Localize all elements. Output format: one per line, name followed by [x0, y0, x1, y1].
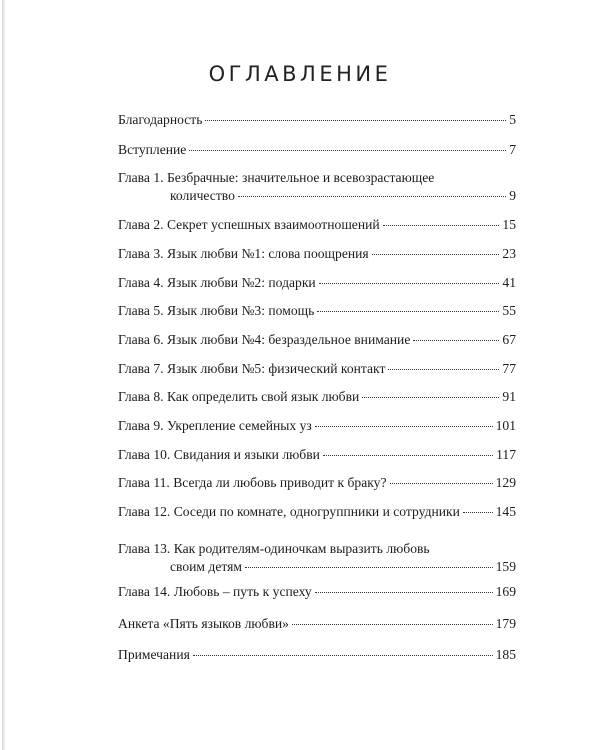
dot-leader: [317, 311, 499, 312]
dot-leader: [383, 225, 500, 226]
toc-entry: [118, 446, 516, 464]
toc-entry: [118, 302, 516, 320]
entry-title: Любовь – путь к успеху: [173, 584, 312, 599]
entry-title: Всегда ли любовь приводит к браку?: [173, 475, 387, 490]
chapter-prefix: Глава 13.: [118, 541, 171, 556]
chapter-prefix: Глава 1.: [118, 170, 164, 185]
page-edge: [2, 0, 5, 750]
toc-entry: [118, 360, 516, 378]
page-number: 55: [502, 303, 516, 318]
dot-leader: [189, 150, 506, 151]
page-number: 67: [502, 332, 516, 347]
page-number: 117: [496, 447, 516, 462]
dot-leader: [390, 483, 493, 484]
dot-leader: [238, 196, 506, 197]
chapter-prefix: Глава 3.: [118, 246, 164, 261]
page-number: 185: [495, 647, 516, 662]
entry-title: Секрет успешных взаимоотношений: [166, 217, 380, 232]
dot-leader: [413, 340, 499, 341]
entry-title: Как родителям-одиночкам выразить любовь: [173, 541, 430, 556]
dot-leader: [315, 426, 493, 427]
dot-leader: [245, 567, 493, 568]
chapter-prefix: Глава 10.: [118, 447, 171, 462]
page-number: 23: [502, 246, 516, 261]
page-number: 91: [502, 389, 516, 404]
entry-title: Язык любви №5: физический контакт: [166, 361, 386, 376]
toc-entry: [118, 169, 516, 205]
entry-title: Язык любви №4: безраздельное внимание: [166, 332, 411, 347]
toc-entry: [118, 540, 516, 576]
toc-entry: [118, 583, 516, 601]
chapter-prefix: Глава 12.: [118, 504, 171, 519]
dot-leader: [319, 283, 500, 284]
chapter-prefix: Глава 2.: [118, 217, 164, 232]
entry-title: Язык любви №2: подарки: [166, 275, 316, 290]
toc-entry: [118, 331, 516, 349]
page-number: 101: [495, 418, 516, 433]
chapter-prefix: Глава 9.: [118, 418, 164, 433]
dot-leader: [463, 512, 493, 513]
dot-leader: [205, 120, 506, 121]
entry-title: Анкета «Пять языков любви»: [118, 616, 289, 631]
entry-title: Язык любви №1: слова поощрения: [166, 246, 369, 261]
toc-entry: [118, 388, 516, 406]
page-number: 159: [495, 559, 516, 574]
chapter-prefix: Глава 6.: [118, 332, 164, 347]
chapter-prefix: Глава 4.: [118, 275, 164, 290]
toc-entry: [118, 615, 516, 633]
entry-title: Безбрачные: значительное и всевозрастающее: [166, 170, 435, 185]
chapter-prefix: Глава 7.: [118, 361, 164, 376]
toc-entry: [118, 646, 516, 664]
entry-title: Примечания: [118, 647, 190, 662]
toc-title: ОГЛАВЛЕНИЕ: [208, 62, 392, 86]
chapter-prefix: Глава 11.: [118, 475, 170, 490]
entry-title: Свидания и языки любви: [173, 447, 320, 462]
toc-entry: [118, 111, 516, 129]
entry-title-continued: количество: [170, 188, 235, 203]
chapter-prefix: Глава 5.: [118, 303, 164, 318]
dot-leader: [315, 592, 493, 593]
page-number: 5: [509, 112, 516, 127]
entry-title: Вступление: [118, 142, 187, 157]
toc-entry: [118, 141, 516, 159]
entry-title: Благодарность: [118, 112, 203, 127]
dot-leader: [362, 397, 499, 398]
dot-leader: [292, 624, 493, 625]
page-number: 41: [502, 275, 516, 290]
page-number: 129: [495, 475, 516, 490]
page-number: 15: [502, 217, 516, 232]
page-number: 9: [509, 188, 516, 203]
entry-title: Укрепление семейных уз: [166, 418, 312, 433]
page-number: 145: [495, 504, 516, 519]
page-number: 169: [495, 584, 516, 599]
toc-entry: [118, 216, 516, 234]
toc-entry: [118, 245, 516, 263]
toc-entry: [118, 503, 516, 521]
dot-leader: [193, 655, 493, 656]
entry-title: Соседи по комнате, одногруппники и сотрудники: [173, 504, 460, 519]
page-number: 179: [495, 616, 516, 631]
dot-leader: [388, 369, 499, 370]
toc-entry: [118, 417, 516, 435]
toc-entry: [118, 274, 516, 292]
dot-leader: [372, 254, 500, 255]
entry-title-continued: своим детям: [170, 559, 242, 574]
dot-leader: [323, 455, 493, 456]
chapter-prefix: Глава 14.: [118, 584, 171, 599]
toc-entry: [118, 474, 516, 492]
page-number: 77: [502, 361, 516, 376]
chapter-prefix: Глава 8.: [118, 389, 164, 404]
entry-title: Язык любви №3: помощь: [166, 303, 315, 318]
entry-title: Как определить свой язык любви: [166, 389, 360, 404]
page-number: 7: [509, 142, 516, 157]
